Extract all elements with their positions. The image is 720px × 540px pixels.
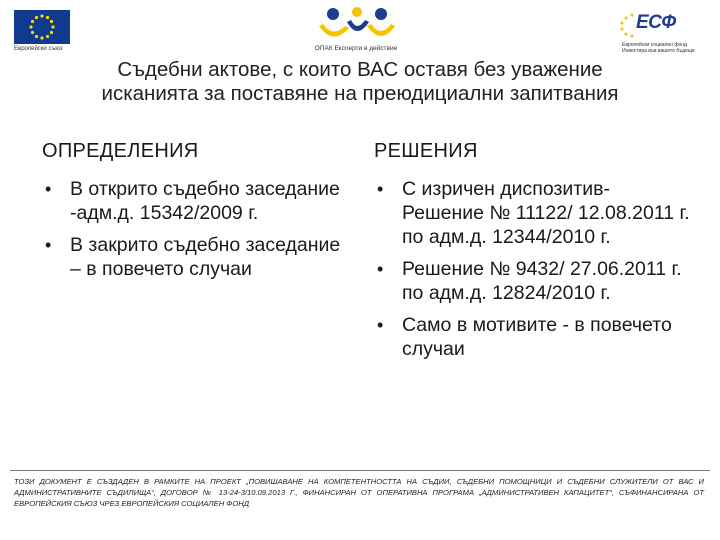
footer-divider — [10, 470, 710, 471]
list-item: • С изричен диспозитив- Решение № 11122/ 12.08.2011 г. по адм.д. 12344/2010 г. — [374, 177, 694, 249]
page-title — [40, 58, 680, 106]
definitions-list — [42, 177, 352, 281]
list-item: • В закрито съдебно заседание – в повечето случаи — [42, 233, 352, 281]
decisions-list — [374, 177, 694, 361]
footer-disclaimer: ТОЗИ ДОКУМЕНТ Е СЪЗДАДЕН В РАМКИТЕ НА ПРОЕКТ „ПОВИШАВАНЕ НА КОМПЕТЕНТНОСТТА НА СЪДИИ, СЪДЕБНИ ПОМОЩНИЦИ И СЪДЕБНИ СЛУЖИТЕЛИ ОТ ВАС И АДМИНИСТРАТИВНИТЕ СЪДИЛИЩА“, ДОГОВОР № 13-24-3/10.09.2013 Г., ФИНАНСИРАН ОТ ОПЕРАТИВНА ПРОГРАМА „АДМИНИСТРАТИВЕН КАПАЦИТЕТ“, СЪФИНАНСИРАНА ОТ ЕВРОПЕЙСКИЯ СЪЮЗ ЧРЕЗ ЕВРОПЕЙСКИЯ СОЦИАЛЕН ФОНД — [14, 477, 704, 508]
esf-logo — [618, 12, 708, 62]
esf-mark: ЕСФ — [636, 12, 676, 33]
definitions-column — [42, 140, 352, 289]
opak-logo — [296, 6, 416, 58]
eu-logo — [14, 10, 76, 52]
esf-subtitle: Европейски социален фонд Инвестира във вашето бъдеще — [622, 42, 695, 54]
opak-caption: ОПАК Експерти в действие — [314, 45, 398, 52]
title-line-2: исканията за поставяне на преюдициални запитвания — [101, 82, 619, 105]
definitions-heading: ОПРЕДЕЛЕНИЯ — [42, 140, 199, 162]
list-item: • В открито съдебно заседание -адм.д. 15342/2009 г. — [42, 177, 352, 225]
list-item: • Решение № 9432/ 27.06.2011 г. по адм.д. 12824/2010 г. — [374, 257, 694, 305]
opak-people-icon — [311, 6, 401, 44]
eu-flag-icon — [14, 10, 70, 44]
eu-caption: Европейски съюз — [14, 46, 63, 52]
list-item: • Само в мотивите - в повечето случаи — [374, 313, 694, 361]
title-line-1: Съдебни актове, с които ВАС оставя без уважение — [117, 58, 603, 81]
decisions-column — [374, 140, 694, 369]
decisions-heading: РЕШЕНИЯ — [374, 140, 478, 162]
